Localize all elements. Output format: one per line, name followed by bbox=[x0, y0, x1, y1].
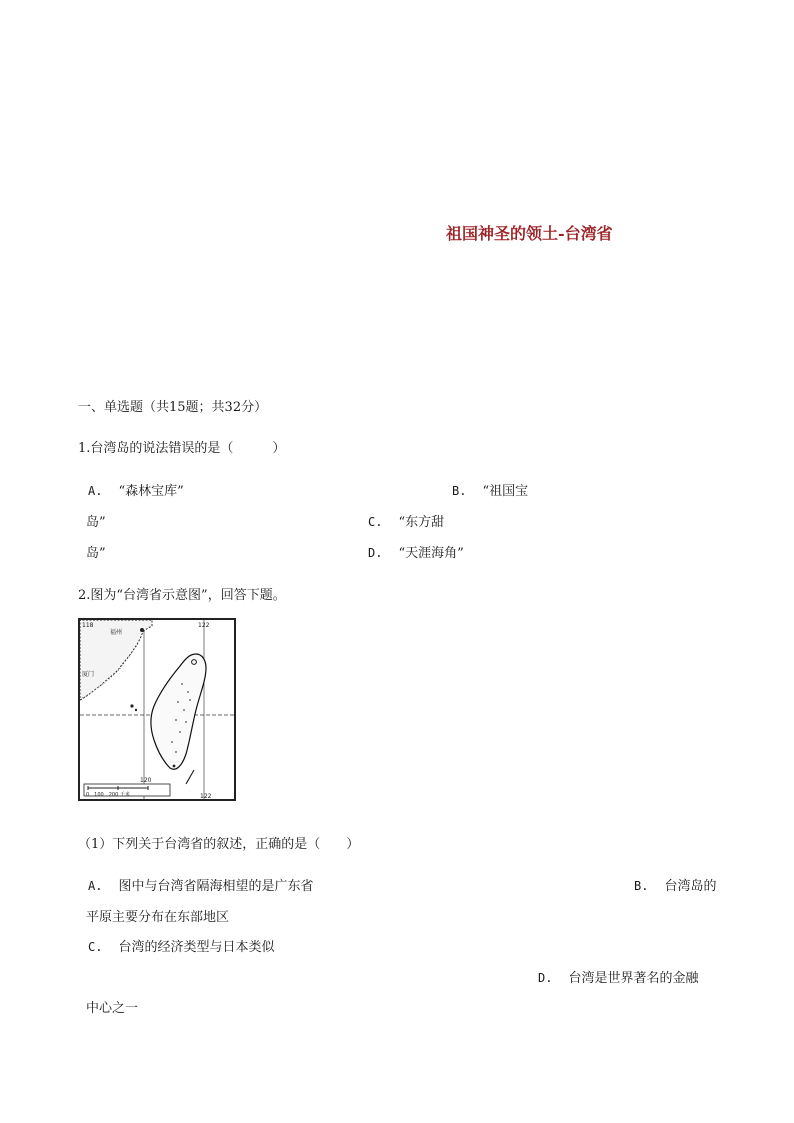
q1-option-b-cont: 岛” bbox=[86, 515, 106, 530]
option-text: “天涯海角” bbox=[398, 546, 464, 561]
q1-option-b bbox=[452, 480, 528, 499]
question-2-1-stem: （1）下列关于台湾省的叙述，正确的是（ ） bbox=[78, 837, 360, 852]
question-2-stem: 2.图为“台湾省示意图”，回答下题。 bbox=[78, 588, 286, 603]
option-text: 台湾的经济类型与日本类似 bbox=[118, 940, 275, 955]
section-header: 一、单选题（共15题；共32分） bbox=[78, 400, 268, 415]
q1-option-d bbox=[368, 542, 464, 561]
q2-option-c bbox=[88, 936, 274, 955]
q1-option-a bbox=[88, 480, 184, 499]
q1-option-c-cont: 岛” bbox=[86, 546, 106, 561]
map-label-lon-right-bottom: 122 bbox=[200, 793, 212, 800]
option-text: “东方甜 bbox=[398, 515, 445, 530]
option-letter: D. bbox=[368, 546, 383, 560]
question-1-stem: 1.台湾岛的说法错误的是（ ） bbox=[78, 441, 286, 456]
option-text: “森林宝库” bbox=[118, 484, 184, 499]
option-letter: C. bbox=[88, 940, 103, 954]
taiwan-map-figure bbox=[78, 618, 236, 801]
q1-option-c bbox=[368, 511, 444, 530]
map-label-lon-right-top: 122 bbox=[198, 622, 210, 629]
map-label-lon-bottom: 120 bbox=[140, 777, 152, 784]
option-text: 台湾是世界著名的金融 bbox=[568, 971, 699, 986]
map-label-lon-left: 118 bbox=[82, 622, 94, 629]
q2-option-d-cont: 中心之一 bbox=[86, 1001, 139, 1016]
option-letter: C. bbox=[368, 515, 383, 529]
option-letter: B. bbox=[452, 484, 467, 498]
q2-option-b bbox=[634, 875, 716, 894]
q2-option-a bbox=[88, 875, 313, 894]
map-scale-label: 0 100 200 千米 bbox=[86, 792, 130, 798]
option-letter: D. bbox=[538, 971, 553, 985]
document-title: 祖国神圣的领土-台湾省 bbox=[446, 224, 613, 243]
option-letter: A. bbox=[88, 484, 103, 498]
option-text: 图中与台湾省隔海相望的是广东省 bbox=[118, 879, 314, 894]
q2-option-b-cont: 平原主要分布在东部地区 bbox=[86, 910, 230, 925]
option-text: 台湾岛的 bbox=[664, 879, 717, 894]
option-letter: B. bbox=[634, 879, 649, 893]
q2-option-d bbox=[538, 967, 698, 986]
option-letter: A. bbox=[88, 879, 103, 893]
map-label-city-xiamen: 厦门 bbox=[82, 671, 95, 678]
option-text: “祖国宝 bbox=[482, 484, 529, 499]
map-label-city-fuzhou: 福州 bbox=[110, 629, 123, 636]
taiwan-map bbox=[78, 618, 236, 801]
